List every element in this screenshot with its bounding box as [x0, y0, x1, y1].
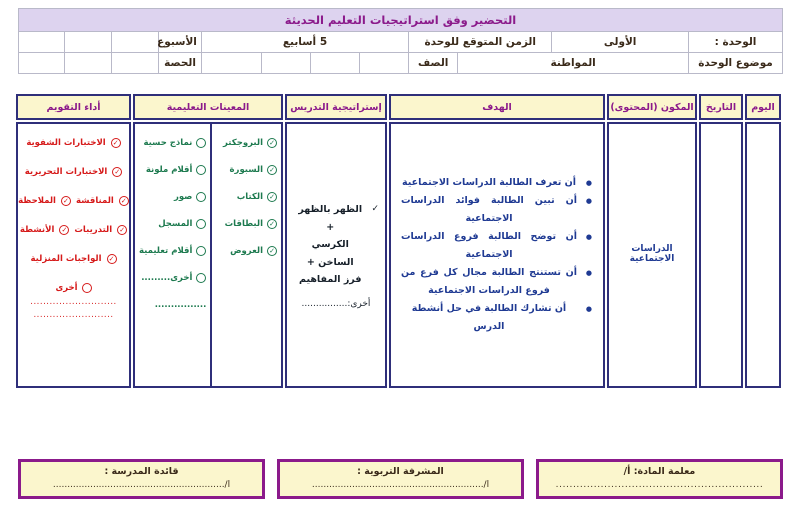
- cell-date[interactable]: [699, 122, 743, 388]
- page-title: التحضير وفق استراتيجيات التعليم الحديثة: [19, 9, 783, 32]
- evaluation-other-dotline[interactable]: .........................: [33, 309, 114, 320]
- goal-item: ● أن تبين الطالبة فوائد الدراسات الاجتماعية: [401, 192, 579, 228]
- checked-circle-icon: ✓: [117, 225, 127, 235]
- empty-circle-icon: [196, 246, 206, 256]
- aid-option-label: المسجل: [158, 219, 193, 229]
- period-cell-1[interactable]: [112, 53, 159, 74]
- aid-option[interactable]: [139, 219, 206, 229]
- expected-time-value: 5 أسابيع: [201, 32, 408, 53]
- aid-option-label: البروجكتر: [223, 138, 263, 148]
- empty-circle-icon: [82, 283, 92, 293]
- unit-topic-value: المواطنة: [458, 53, 689, 74]
- checked-circle-icon: ✓: [61, 196, 71, 206]
- table-row: [16, 122, 781, 388]
- aid-option-label: نماذج حسية: [143, 138, 193, 148]
- lesson-plan-table: [14, 92, 783, 390]
- cell-aids[interactable]: [133, 122, 283, 388]
- empty-circle-icon: [196, 192, 206, 202]
- component-value: الدراسات الاجتماعية: [629, 244, 675, 264]
- aid-option[interactable]: [139, 138, 206, 148]
- cell-component[interactable]: [607, 122, 697, 388]
- unit-label: الوحدة :: [689, 32, 783, 53]
- signature-box[interactable]: [277, 459, 524, 499]
- goal-item: ● أن توضح الطالبة فروع الدراسات الاجتماعية: [401, 228, 579, 264]
- cell-strategy[interactable]: [285, 122, 387, 388]
- goal-item: ● أن تشارك الطالبة في حل أنشطة الدرس: [401, 300, 579, 336]
- checked-circle-icon: ✓: [267, 219, 277, 229]
- aid-option[interactable]: [139, 246, 206, 256]
- aid-option-label: صور: [173, 192, 193, 202]
- column-header-goal: الهدف: [389, 94, 605, 120]
- evaluation-other-row[interactable]: [26, 283, 121, 293]
- main-table-header-row: [16, 94, 781, 120]
- aid-option[interactable]: [139, 192, 206, 202]
- class-cell-1[interactable]: [359, 53, 408, 74]
- evaluation-option-label: الملاحظة: [18, 196, 56, 206]
- strategy-line: فرز المفاهيم: [299, 274, 362, 286]
- column-header-day: اليوم: [745, 94, 781, 120]
- strategy-lines: [293, 201, 367, 289]
- class-label: الصف: [409, 53, 458, 74]
- class-cell-4[interactable]: [201, 53, 261, 74]
- unit-topic-label: موضوع الوحدة: [689, 53, 783, 74]
- header-title-row: [19, 9, 783, 32]
- header-unit-row: [19, 32, 783, 53]
- signature-box[interactable]: [536, 459, 783, 499]
- evaluation-option-label: المناقشة: [75, 196, 114, 206]
- cell-evaluation[interactable]: [16, 122, 131, 388]
- week-label: الأسبوع: [159, 32, 202, 53]
- period-cell-3[interactable]: [19, 53, 65, 74]
- checked-circle-icon: ✓: [267, 165, 277, 175]
- evaluation-option-label: الواجبات المنزلية: [30, 254, 102, 264]
- column-header-date: التاريخ: [699, 94, 743, 120]
- aid-option[interactable]: [216, 192, 277, 202]
- cell-day[interactable]: [745, 122, 781, 388]
- aid-option-label: الكتاب: [236, 192, 263, 202]
- cell-goal[interactable]: [389, 122, 605, 388]
- signature-line[interactable]: أ/............................................................: [52, 480, 231, 490]
- strategy-other-label: أخرى: [350, 298, 371, 309]
- aid-option-label: أقلام ملونة: [145, 165, 193, 175]
- evaluation-other-dotline[interactable]: ...........................: [30, 297, 117, 307]
- column-header-strategy: إستراتيجية التدريس: [285, 94, 387, 120]
- week-cell-2[interactable]: [65, 32, 112, 53]
- aid-option[interactable]: [139, 273, 206, 283]
- strategy-selected: [293, 201, 379, 289]
- signature-row: [18, 459, 783, 499]
- signature-title: المشرفة التربوية :: [357, 466, 444, 477]
- checked-circle-icon: ✓: [111, 138, 121, 148]
- column-header-aids: المعينات التعليمية: [133, 94, 283, 120]
- signature-line[interactable]: ............................................................: [555, 480, 764, 490]
- unit-value: الأولى: [552, 32, 689, 53]
- strategy-other-row[interactable]: [293, 299, 379, 309]
- signature-line[interactable]: أ/............................................................: [311, 480, 490, 490]
- column-header-component: المكون (المحتوى): [607, 94, 697, 120]
- aid-option-label: السبورة: [229, 165, 263, 175]
- aids-other-dotline[interactable]: ................: [154, 300, 207, 310]
- aids-checked-column: [210, 124, 281, 386]
- class-cell-2[interactable]: [310, 53, 359, 74]
- checked-circle-icon: ✓: [59, 225, 69, 235]
- evaluation-option-row[interactable]: [26, 167, 121, 177]
- checked-circle-icon: ✓: [112, 167, 122, 177]
- empty-circle-icon: [196, 273, 206, 283]
- empty-circle-icon: [196, 219, 206, 229]
- period-cell-2[interactable]: [65, 53, 112, 74]
- checked-circle-icon: ✓: [107, 254, 117, 264]
- aid-option[interactable]: [139, 165, 206, 175]
- checked-circle-icon: ✓: [267, 246, 277, 256]
- week-cell-1[interactable]: [112, 32, 159, 53]
- strategy-line: الكرسي الساخن +: [306, 239, 354, 268]
- goal-item: ● أن تستنتج الطالبة مجال كل فرع من فروع الدراسات الاجتماعية: [401, 264, 579, 300]
- aid-option[interactable]: [216, 219, 277, 229]
- checked-circle-icon: ✓: [267, 138, 277, 148]
- checked-circle-icon: ✓: [119, 196, 129, 206]
- aid-option-label: أقلام تعليمية: [139, 246, 193, 256]
- evaluation-option-label: التدريبات: [74, 225, 113, 235]
- strategy-other-dots: :................: [301, 298, 351, 309]
- header-topic-row: [19, 53, 783, 74]
- document-header-table: [18, 8, 783, 74]
- strategy-line: الظهر بالظهر +: [298, 204, 363, 233]
- signature-title: معلمة المادة: أ/: [623, 466, 696, 477]
- evaluation-option-row[interactable]: [18, 196, 127, 206]
- evaluation-option-label: الاختبارات الشفوية: [26, 138, 106, 148]
- aid-option[interactable]: [216, 246, 277, 256]
- aid-option[interactable]: [216, 165, 277, 175]
- empty-circle-icon: [196, 165, 206, 175]
- signature-title: قائدة المدرسة :: [104, 466, 179, 477]
- week-cell-3[interactable]: [19, 32, 65, 53]
- evaluation-list: [18, 124, 129, 386]
- evaluation-other-label: أخرى: [55, 283, 78, 293]
- period-label: الحصة: [159, 53, 202, 74]
- column-header-evaluation: أداء التقويم: [16, 94, 131, 120]
- goals-list: [401, 174, 593, 336]
- aid-option-label: العروض: [230, 246, 263, 256]
- check-icon: ✓: [371, 204, 379, 215]
- evaluation-option-row[interactable]: [26, 254, 121, 264]
- signature-box[interactable]: [18, 459, 265, 499]
- evaluation-option-label: الاختبارات التحريرية: [24, 167, 108, 177]
- checked-circle-icon: ✓: [267, 192, 277, 202]
- aid-option-label: أخرى.........: [141, 273, 193, 283]
- evaluation-option-row[interactable]: [26, 138, 121, 148]
- aid-option[interactable]: [216, 138, 277, 148]
- class-cell-3[interactable]: [261, 53, 310, 74]
- empty-circle-icon: [196, 138, 206, 148]
- aid-option-label: البطاقات: [224, 219, 263, 229]
- expected-time-label: الزمن المتوقع للوحدة: [409, 32, 552, 53]
- aids-unchecked-column: [135, 124, 210, 386]
- evaluation-option-label: الأنشطة: [19, 225, 55, 235]
- evaluation-option-row[interactable]: [19, 225, 126, 235]
- goal-item: ● أن تعرف الطالبة الدراسات الاجتماعية: [401, 174, 579, 192]
